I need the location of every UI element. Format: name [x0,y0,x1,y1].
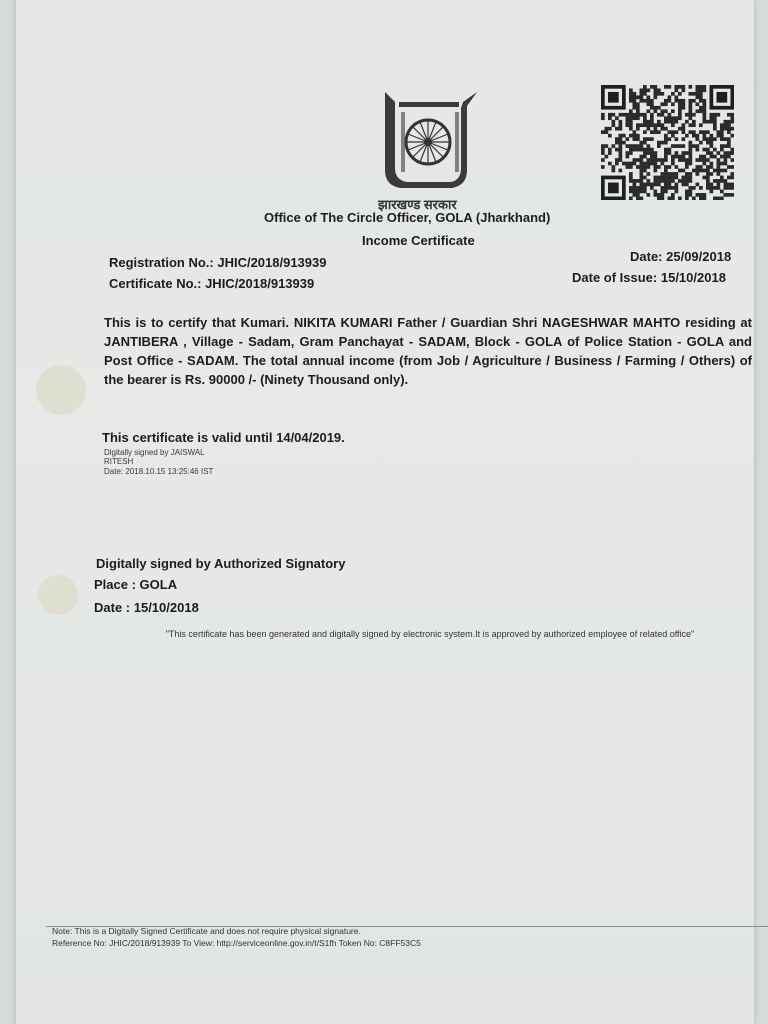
system-footnote: "This certificate has been generated and digitally signed by electronic system.It is approved by authorized employee of related office" [165,629,695,639]
certificate-page [16,0,754,1024]
qr-code-icon [601,85,734,200]
issue-date: Date of Issue: 15/10/2018 [572,270,726,285]
authorized-signatory: Digitally signed by Authorized Signatory [96,556,346,571]
digital-signature-date: Date: 2018.10.15 13:25:46 IST [104,467,214,476]
certificate-number: Certificate No.: JHIC/2018/913939 [109,276,315,291]
registration-number: Registration No.: JHIC/2018/913939 [109,255,327,270]
signature-date: Date : 15/10/2018 [94,600,199,615]
validity-statement: This certificate is valid until 14/04/2019. [102,430,345,445]
certificate-title: Income Certificate [362,233,475,248]
certificate-body: This is to certify that Kumari. NIKITA KUMARI Father / Guardian Shri NAGESHWAR MAHTO residing at JANTIBERA , Village - Sadam, Gram Panchayat - SADAM, Block - GOLA of Police Station - GOLA and Post Office - SADAM. The total annual income (from Job / Agriculture / Business / Farming / Others) of the bearer is Rs. 90000 /- (Ninety Thousand only). [104,315,752,387]
emblem-caption: झारखण्ड सरकार [378,197,457,212]
digital-signature-name: RITESH [104,457,134,466]
footer-note: Note: This is a Digitally Signed Certificate and does not require physical signature. [52,926,361,936]
jharkhand-emblem-icon [371,88,481,198]
paper-stain [38,575,78,615]
place: Place : GOLA [94,577,178,592]
paper-stain [36,365,86,415]
digital-signature-line: Digitally signed by JAISWAL [104,448,205,457]
office-name: Office of The Circle Officer, GOLA (Jharkhand) [264,210,551,225]
footer-reference: Reference No: JHIC/2018/913939 To View: http://serviceonline.gov.in/t/S1fh Token No: C8FF53C5 [52,938,421,948]
application-date: Date: 25/09/2018 [630,249,732,264]
